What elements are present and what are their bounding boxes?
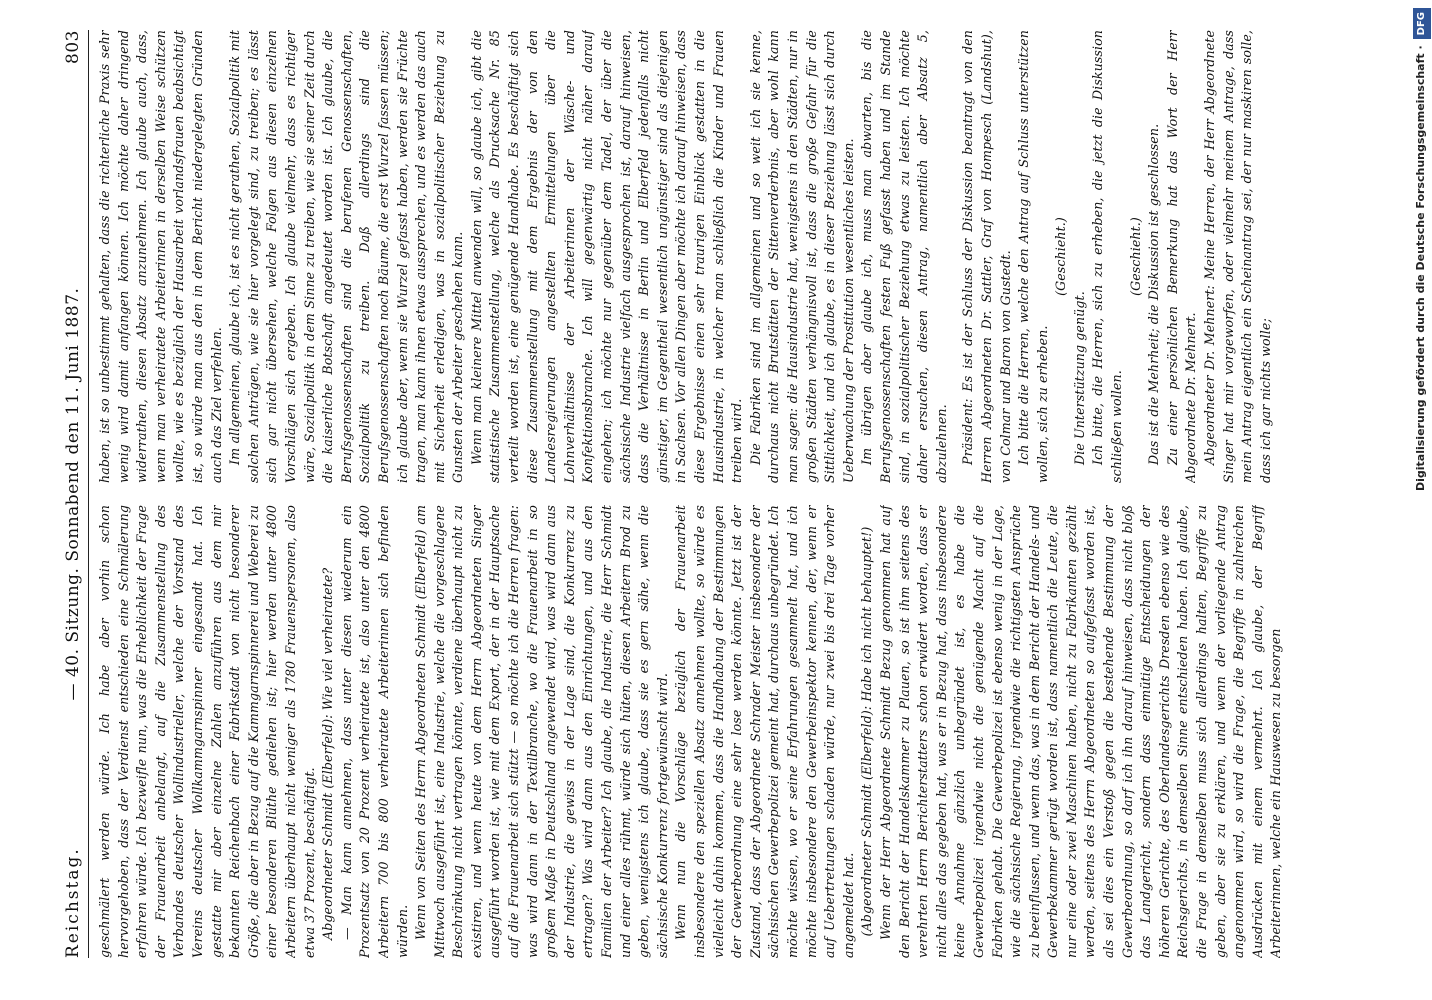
paragraph: Präsident: Es ist der Schluss der Diskussion beantragt von den Herren Abgeordneten Dr. Sattler, Graf von Hompesch (Landshut), von Colmar und Baron von Gustedt. [960,30,1013,483]
paragraph: Ich bitte die Herren, welche den Antrag auf Schluss unterstützen wollen, sich zu erheben. [1016,30,1050,483]
paragraph: Wenn nun die Vorschläge bezüglich der Frauenarbeit insbesondere den speziellen Absatz annehmen wollte, so würde es vielleicht dahin kommen, dass die Handhabung der Bestimmungen der Gewerbeordnung eine sehr lose werden könnte. Jetzt ist der Zustand, dass der Abgeordnete Schrader Meister insbesondere der sächsischen Gewerbepolizei gemeint hat, durchaus unbegründet. Ich möchte wissen, wo er seine Erfahrungen gesammelt hat, und ich möchte insbesondere den Gewerbeinspektor kennen, der, wenn er auf Uebertretungen schaden würde, nur zwei bis drei Tage vorher angemeldet hat. [673,505,856,958]
header-rule [88,30,89,958]
header-left: Reichstag. [63,847,83,958]
paragraph: geschmälert werden würde. Ich habe aber vorhin schon hervorgehoben, dass der Verdienst entschieden eine Schmälerung erfahren würde. Ich bezweifle nun, was die Erheblichkeit der Frage der Frauenarbeit anbelangt, auf die Zusammenstellung des Verbandes deutscher Wollindustrieller, welche der Vorstand des Vereins deutscher Wollkammgarnspinner eingesandt hat. Ich gestatte mir aber einzelne Zahlen anzuführen aus dem mir bekannten Reichenbach einer Fabrikstadt von nicht besonderer Größe, die aber in Bezug auf die Kammgarnspinnerei und Weberei zu einer besonderen Blüthe gediehen ist; hier werden unter 4800 Arbeitern überhaupt nicht weniger als 1780 Frauenspersonen, also etwa 37 Prozent, beschäftigt. [97,505,317,958]
column-left [96,505,1326,958]
paragraph: Im allgemeinen, glaube ich, ist es nicht gerathen, Sozialpolitik mit solchen Anträgen, wie sie hier vorgelegt sind, zu treiben; es lässt sich gar nicht übersehen, welche Folgen aus diesen einzelnen Vorschlägen sich ergeben. Ich glaube vielmehr, dass es richtiger wäre, Sozialpolitik in dem Sinne zu treiben, wie sie seiner Zeit durch die kaiserliche Botschaft angedeutet worden ist. Ich glaube, die Berufsgenossenschaften sind die berufenen Genossenschaften, Sozialpolitik zu treiben. Daß allerdings sind die Berufsgenossenschaften noch Bäume, die erst Wurzel fassen müssen; ich glaube aber, wenn sie Wurzel gefasst haben, werden sie Früchte tragen, man kann ihnen etwas aussprechen, und es werden das auch mit Sicherheit erledigen, was in sozialpolitischer Beziehung zu Gunsten der Arbeiter geschehen kann. [227,30,466,483]
paragraph: Wenn man kleinere Mittel anwenden will, so glaube ich, gibt die statistische Zusammenstellung, welche als Drucksache Nr. 85 verteilt worden ist, eine genügende Handhabe. Es beschäftigt sich diese Zusammenstellung mit dem Ergebnis der von den Landesregierungen angestellten Ermittelungen über die Lohnverhältnisse der Arbeiterinnen der Wäsche- und Konfektionsbranche. Ich will gegenwärtig nicht näher darauf eingehen; ich möchte nur gegenüber dem Tadel, der über die sächsische Industrie vielfach ausgesprochen ist, darauf hinweisen, dass die Verhältnisse in Berlin und Elberfeld jedenfalls nicht günstiger, im Gegentheil wesentlich ungünstiger sind als diejenigen in Sachsen. Vor allen Dingen aber möchte ich darauf hinweisen, dass diese Ergebnisse einen sehr traurigen Einblick gestatten in die Hausindustrie, in welcher man schließlich die Kinder und Frauen treiben wird. [468,30,745,483]
credit-text: Digitalisierung gefördert durch die Deutsche Forschungsgemeinschaft · [1414,45,1427,492]
dfg-logo: DFG [1413,8,1431,39]
stage-direction: (Geschieht.) [1127,217,1143,296]
paragraph: Zu einer persönlichen Bemerkung hat das Wort der Herr Abgeordnete Dr. Mehnert. [1164,30,1199,483]
paragraph: Die Fabriken sind im allgemeinen und so weit ich sie kenne, durchaus nicht Brutstätten der Sittenverderbnis, aber wohl kann man sagen: die Hausindustrie hat, wenigstens in den Städten, nur in großen Städten verhängnisvoll ist, dass die große Gefahr für die Sittlichkeit, und ich glaube, es in dieser Beziehung lässt sich durch Ueberwachung der Prostitution wesentliches leisten. [747,30,856,483]
paragraph: Wenn von Seiten des Herrn Abgeordneten Schmidt (Elberfeld) am Mittwoch ausgeführt ist, eine Industrie, welche die vorgeschlagene Beschränkung nicht vertragen könnte, verdiene überhaupt nicht zu existiren, und wenn heute von dem Herrn Abgeordneten Singer ausgeführt worden ist, wie mit dem Export, der in der Hauptsache auf die Frauenarbeit sich stützt — so möchte ich die Herren fragen: was wird dann in der Textilbranche, wo die Frauenarbeit in so großem Maße in Deutschland angewendet wird, was wird dann aus der Industrie, die gewiss in der Lage sind, die Konkurrenz zu ertragen? Was wird dann aus den Einrichtungen, und aus den Familien der Arbeiter? Ich glaube, die Industrie, die Herr Schmidt und einer alles rühmt, würde sich hüten, diesen Arbeitern Brod zu geben, wenigstens ich glaube, dass sie es gern sähe, wenn die sächsische Konkurrenz fortgewünscht wird. [413,505,670,958]
paragraph: — Man kann annehmen, dass unter diesen wiederum ein Prozentsatz von 20 Prozent verheiratete ist, also unter den 4800 Arbeitern 700 bis 800 verheiratete Arbeiterinnen sich befinden würden. [338,505,410,958]
page-number: 803 [63,30,83,64]
paragraph: Im übrigen aber glaube ich, muss man abwarten, bis die Berufsgenossenschaften festen Fuß gefasst haben und im Stande sind, in sozialpolitischer Beziehung etwas zu leisten. Ich möchte daher ersuchen, diesen Antrag, namentlich aber Absatz 5, abzulehnen. [859,30,949,483]
paragraph: Abgeordneter Dr. Mehnert: Meine Herren, der Herr Abgeordnete Singer hat mir vorgeworfen, oder vielmehr meinem Antrage, dass mein Antrag eigentlich ein Scheinantrag sei, der nur maskiren solle, dass ich gar nichts wolle; [1202,30,1273,483]
text-columns [96,30,1326,958]
paragraph: Wenn der Herr Abgeordnete Schmidt Bezug genommen hat auf den Bericht der Handelskammer zu Plauen, so ist ihm seitens des verehrten Herrn Berichterstatters schon erwidert worden, dass er nicht alles das gegeben hat, was er in Bezug hat, dass insbesondere keine Annahme gänzlich unbegründet ist, es habe die Gewerbepolizei irgendwie nicht die genügende Macht auf die Fabriken gehabt. Die Gewerbepolizei ist ebenso wenig in der Lage, wie die sächsische Regierung, irgendwie die richtigsten Ansprüche zu beeinflussen, und wenn das, was in dem Bericht der Handels- und Gewerbekammer gerügt worden ist, dass namentlich die Leute, die nur eine oder zwei Maschinen haben, nicht zu Fabrikanten gezählt werden, seitens des Herrn Abgeordneten so aufgefasst worden ist, als sei dies ein Verstoß gegen die bestehende Bestimmung der Gewerbeordnung, so darf ich ihn darauf hinweisen, dass nicht bloß das Landgericht, sondern dass einmütige Entscheidungen der höheren Gerichte, des Oberlandesgerichts Dresden ebenso wie des Reichsgerichts, in demselben Sinne entschieden haben. Ich glaube, die Frage in demselben muss sich allerdings halten, Begriffe zu geben, aber sie zu erklären, und wenn der vorliegende Antrag angenommen wird, so wird die Frage, die Begriffe in zahlreichen Ausdrücken mit einem vermehrt. Ich glaube, der Begriff Arbeiterinnen, welche ein Hauswesen zu besorgen [877,505,1284,958]
credit-text-wrap [1412,8,1430,698]
column-right [96,30,1326,483]
digitization-credit [1412,8,1432,698]
interjection: (Abgeordneter Schmidt (Elberfeld): Habe ich nicht behauptet!) [859,526,875,937]
paragraph: haben, ist so unbestimmt gehalten, dass die richterliche Praxis sehr wenig wird damit anfangen können. Ich möchte daher dringend widerrathen, diesen Absatz anzunehmen. Ich glaube auch, dass, wenn man verheiratete Arbeiterinnen in derselben Weise schützen wollte, wie es bezüglich der Hausarbeit vorlandsfrauen beabsichtigt ist, so würde man aus den in dem Bericht niedergelegten Gründen auch das Ziel verfehlen. [97,30,224,483]
header-center: — 40. Sitzung. Sonnabend den 11. Juni 1887. [63,287,83,701]
stage-direction: (Geschieht.) [1053,217,1069,296]
paragraph: Ich bitte, die Herren, sich zu erheben, die jetzt die Diskussion schließen wollen. [1090,30,1125,483]
page-header [55,30,83,958]
paragraph: Das ist die Mehrheit; die Diskussion ist geschlossen. [1146,123,1162,465]
paragraph: Abgeordneter Schmidt (Elberfeld): Wie viel verheiratete? [320,567,336,940]
paragraph: Die Unterstützung genügt. [1071,291,1087,465]
